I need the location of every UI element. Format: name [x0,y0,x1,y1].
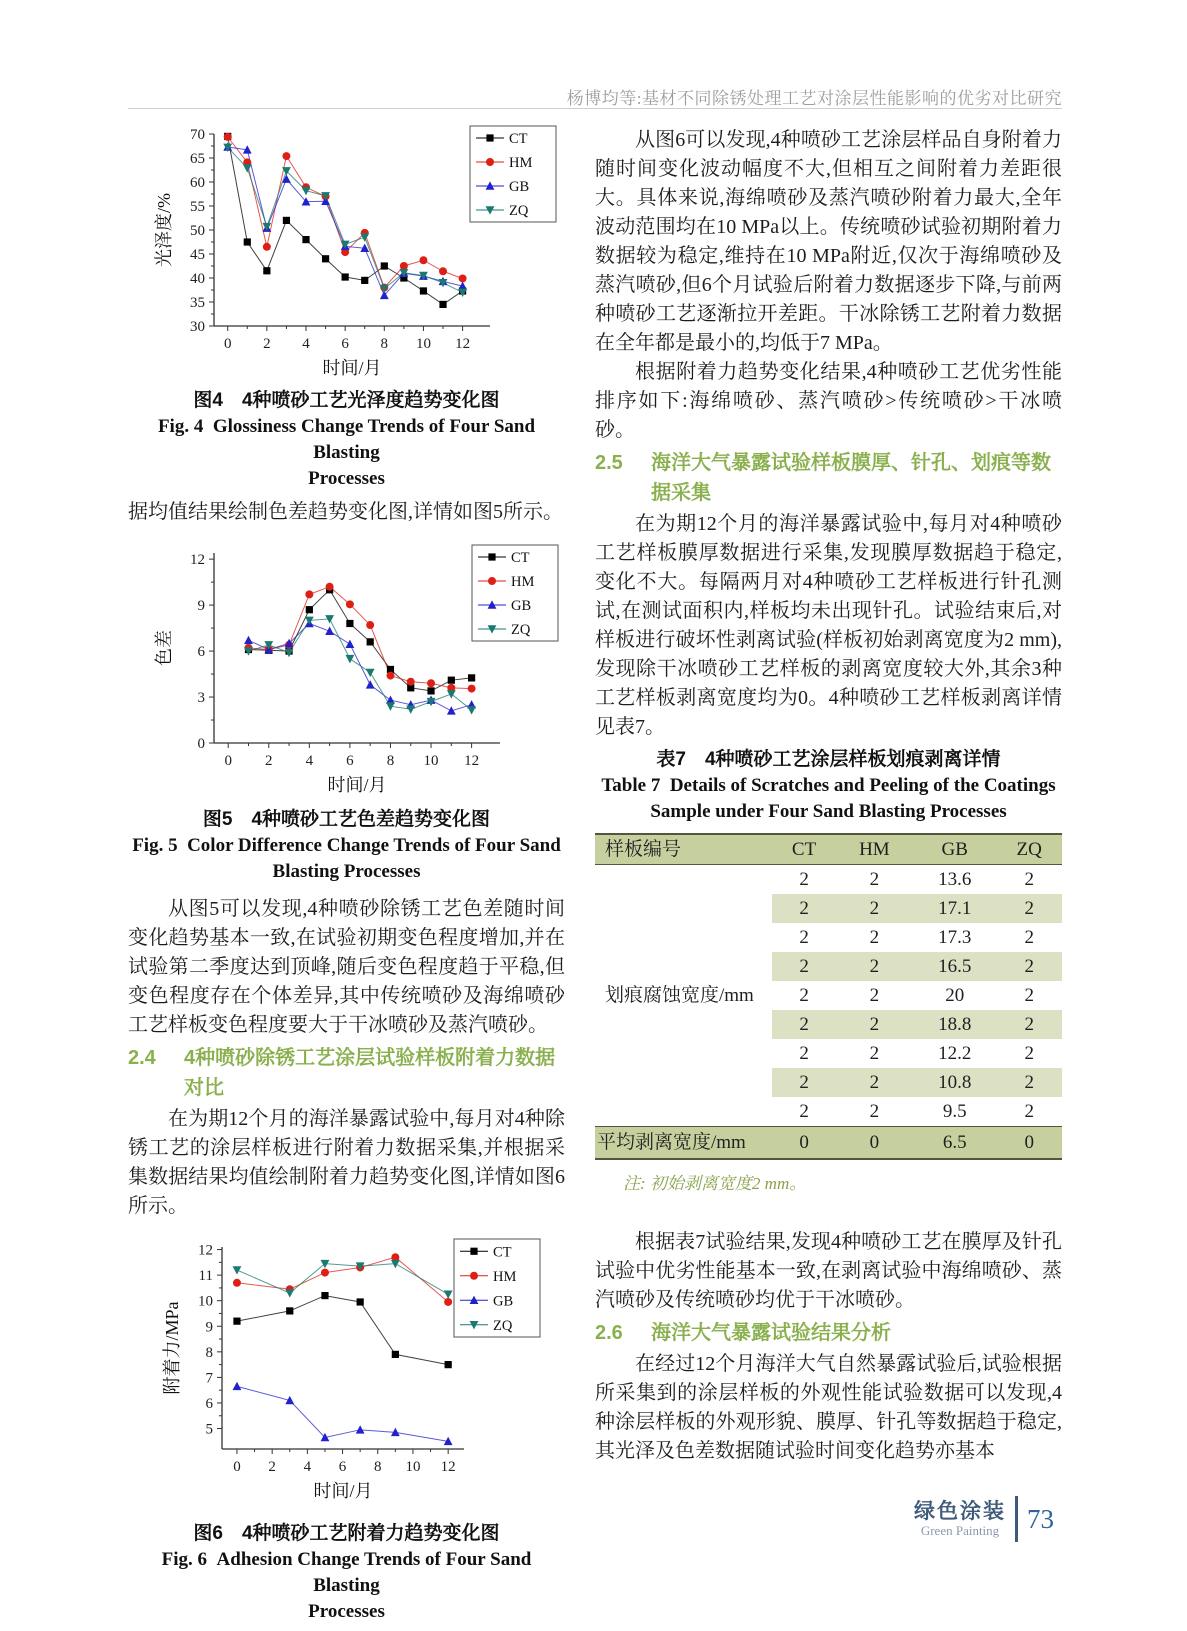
svg-text:GB: GB [509,179,530,195]
table-cell: 2 [772,1010,835,1039]
table-header-row [595,834,1062,865]
svg-text:GB: GB [493,1293,514,1310]
table-cell: 9.5 [942,1101,967,1122]
svg-text:45: 45 [190,247,205,263]
svg-text:HM: HM [493,1268,517,1285]
table-cell: 2 [1024,1101,1034,1122]
table7-caption-en-line2: Sample under Four Sand Blasting Processes [650,801,1007,822]
fig6-caption-zh: 图6 4种喷砂工艺附着力趋势变化图 [193,1523,500,1544]
paragraph-table-analysis: 根据表7试验结果,发现4种喷砂工艺在膜厚及针孔试验中优劣性能基本一致,在剥离试验中海绵喷砂、蒸汽喷砂及传统喷砂均优于干冰喷砂。 [595,1231,1062,1311]
table-cell: 2 [996,1068,1062,1097]
svg-text:40: 40 [190,271,205,287]
journal-name-zh: 绿色涂装 [914,1499,1006,1523]
svg-text:6: 6 [338,1459,347,1475]
svg-text:12: 12 [464,753,480,769]
table-cell: 20 [945,985,965,1006]
figure-6 [142,1225,565,1516]
footer-divider [1015,1496,1018,1542]
table-cell: 2 [799,1101,809,1122]
table-cell: 2 [799,869,809,890]
row-group-label: 划痕腐蚀宽度/mm [605,985,754,1006]
svg-text:ZQ: ZQ [493,1317,513,1334]
svg-text:8: 8 [374,1459,382,1475]
table-cell: 0 [1024,1132,1034,1153]
section-title: 4种喷砂除锈工艺涂层试验样板附着力数据对比 [184,1047,556,1099]
svg-text:55: 55 [190,199,205,215]
table-cell: 2 [996,1010,1062,1039]
table-header-cell: HM [859,839,890,860]
svg-text:ZQ: ZQ [511,622,531,638]
fig4-caption-en-line2: Processes [308,468,385,489]
svg-text:9: 9 [205,1319,213,1336]
svg-text:HM: HM [509,155,533,171]
table-cell: 2 [772,952,835,981]
fig5-caption-en-line2: Blasting Processes [272,861,421,882]
page-footer [914,1496,1054,1542]
svg-text:光泽度/%: 光泽度/% [154,193,174,267]
table-cell: 17.3 [938,927,972,948]
svg-text:50: 50 [190,223,205,239]
table-cell: 2 [1024,869,1034,890]
svg-text:10: 10 [415,336,431,352]
svg-text:30: 30 [190,319,205,335]
svg-text:0: 0 [233,1459,241,1475]
table-header-cell: GB [941,839,968,860]
table-cell: 0 [799,1132,809,1153]
svg-text:12: 12 [440,1459,456,1475]
table-cell: 17.1 [913,894,996,923]
summary-row-label: 平均剥离宽度/mm [597,1132,746,1153]
fig6-caption-en [128,1547,565,1625]
table-cell: 2 [869,1043,880,1064]
paragraph-2-4: 在为期12个月的海洋暴露试验中,每月对4种除锈工艺的涂层样板进行附着力数据采集,并根据采集数据结果均值绘制附着力趋势变化图,详情如图6所示。 [128,1108,565,1217]
table-cell: 2 [1024,985,1034,1006]
svg-text:35: 35 [190,295,205,311]
table-header-cell: ZQ [1016,839,1042,860]
paragraph-fig6-analysis: 从图6可以发现,4种喷砂工艺涂层样品自身附着力随时间变化波动幅度不大,但相互之间附着力差距很大。具体来说,海绵喷砂及蒸汽喷砂附着力最大,全年波动范围均在10 MPa以上。传统喷砂试验初期附着力数据较为稳定,维持在10 MPa附近,仅次于海绵喷砂及蒸汽喷砂,但6个月试验后附着力数据逐步下降,与前两种喷砂工艺逐渐拉开差距。干冰除锈工艺附着力数据在全年都是最小的,均低于7 MPa。 [595,129,1062,354]
svg-text:10: 10 [405,1459,421,1475]
table-cell: 2 [996,952,1062,981]
table7-caption-zh: 表7 4种喷砂工艺涂层样板划痕剥离详情 [656,749,1001,770]
table-cell: 12.2 [938,1043,972,1064]
svg-text:9: 9 [197,598,205,615]
svg-text:12: 12 [190,552,205,569]
table-cell: 2 [799,927,809,948]
table7-note: 注: 初始剥离宽度2 mm。 [623,1174,807,1193]
section-heading-2-4 [128,1043,565,1103]
svg-text:时间/月: 时间/月 [327,775,387,795]
table-cell: 13.6 [938,869,972,890]
paragraph-ranking: 根据附着力趋势变化结果,4种喷砂工艺优劣性能排序如下:海绵喷砂、蒸汽喷砂>传统喷砂>干冰喷砂。 [595,361,1062,441]
svg-text:12: 12 [455,336,471,352]
fig4-caption-zh: 图4 4种喷砂工艺光泽度趋势变化图 [193,390,500,411]
svg-text:11: 11 [198,1268,213,1285]
journal-name [914,1501,1006,1538]
table7-caption-en [595,773,1062,825]
paragraph-2-5: 在为期12个月的海洋暴露试验中,每月对4种喷砂工艺样板膜厚数据进行采集,发现膜厚数据趋于稳定,变化不大。每隔两月对4种喷砂工艺样板进行针孔测试,在测试面积内,样板均未出现针孔。试验结束后,对样板进行破坏性剥离试验(样板初始剥离宽度为2 mm),发现除干冰喷砂工艺样板的剥离宽度较大外,其余3种工艺样板剥离宽度均为0。4种喷砂工艺样板剥离详情见表7。 [595,513,1062,738]
table-cell: 2 [836,1068,913,1097]
svg-text:4: 4 [303,1459,312,1475]
fig6-line-chart [142,1225,572,1511]
page-number: 73 [1027,1503,1054,1534]
right-column [595,126,1062,1466]
table-cell: 2 [836,952,913,981]
svg-text:3: 3 [197,690,205,707]
table-cell: 2 [869,927,880,948]
left-column [128,118,565,1631]
svg-text:ZQ: ZQ [509,203,529,219]
svg-text:HM: HM [511,574,535,590]
table-cell: 2 [996,894,1062,923]
section-title: 海洋大气暴露试验样板膜厚、针孔、划痕等数据采集 [651,452,1051,504]
journal-name-en: Green Painting [920,1522,1000,1538]
svg-text:65: 65 [190,151,205,167]
svg-text:2: 2 [265,753,273,769]
fig5-caption-zh: 图5 4种喷砂工艺色差趋势变化图 [202,809,491,830]
svg-text:8: 8 [386,753,395,769]
svg-text:8: 8 [205,1344,213,1361]
fig4-caption-en [128,414,565,492]
svg-text:4: 4 [302,336,310,352]
table-cell: 2 [772,1068,835,1097]
table-cell: 2 [869,985,880,1006]
section-heading-2-5 [595,448,1062,508]
section-title: 海洋大气暴露试验结果分析 [651,1322,891,1344]
table-cell: 2 [836,894,913,923]
paragraph-2-6: 在经过12个月海洋大气自然暴露试验后,试验根据所采集到的涂层样板的外观性能试验数据可以发现,4种涂层样板的外观形貌、膜厚、针孔等数据趋于稳定,其光泽及色差数据随试验时间变化趋势亦基本 [595,1353,1062,1462]
svg-text:0: 0 [197,736,205,752]
svg-text:色差: 色差 [154,630,174,666]
running-head: 杨博均等:基材不同除锈处理工艺对涂层性能影响的优劣对比研究 [566,89,1062,108]
fig5-caption-en-line1: Fig. 5 Color Difference Change Trends of Four Sand [132,835,561,856]
table-row [595,865,1062,895]
svg-text:7: 7 [205,1370,213,1387]
paragraph-fig5-analysis: 从图5可以发现,4种喷砂除锈工艺色差随时间变化趋势基本一致,在试验初期变色程度增加,并在试验第二季度达到顶峰,随后变色程度趋于平稳,但变色程度存在个体差异,其中传统喷砂及海绵喷砂工艺样板变色程度要大于干冰喷砂及蒸汽喷砂。 [128,898,565,1036]
svg-text:12: 12 [198,1242,213,1259]
svg-text:CT: CT [509,131,528,147]
svg-text:GB: GB [511,598,532,614]
table-cell: 18.8 [913,1010,996,1039]
svg-text:6: 6 [341,336,349,352]
fig6-caption-en-line1: Fig. 6 Adhesion Change Trends of Four Sand Blasting [161,1549,532,1596]
svg-text:6: 6 [346,753,354,769]
table7 [595,833,1062,1160]
svg-text:附着力/MPa: 附着力/MPa [162,1301,182,1395]
svg-text:10: 10 [198,1293,213,1310]
table-cell: 2 [869,1101,880,1122]
svg-text:2: 2 [263,336,271,352]
table-cell: 6.5 [942,1132,967,1153]
table-cell: 0 [869,1132,880,1153]
table-cell: 2 [772,894,835,923]
fig4-line-chart [142,118,562,378]
svg-text:0: 0 [223,336,232,352]
table-cell: 2 [799,985,809,1006]
header-rule [128,108,1062,109]
svg-text:CT: CT [493,1244,512,1261]
table-header-cell: 样板编号 [605,839,682,860]
svg-text:8: 8 [380,336,389,352]
figure-5 [142,533,565,802]
svg-text:时间/月: 时间/月 [322,358,382,378]
svg-text:CT: CT [511,550,530,566]
svg-text:5: 5 [205,1421,213,1438]
fig5-line-chart [142,533,572,797]
svg-text:60: 60 [190,175,205,191]
table-cell: 2 [836,1010,913,1039]
table-cell: 16.5 [913,952,996,981]
fig4-caption-en-line1: Fig. 4 Glossiness Change Trends of Four Sand Blasting [157,416,536,463]
table-cell: 2 [869,869,880,890]
svg-text:时间/月: 时间/月 [313,1481,373,1501]
table-cell: 2 [799,1043,809,1064]
svg-text:4: 4 [305,753,314,769]
table-cell: 10.8 [913,1068,996,1097]
section-heading-2-6 [595,1318,1062,1348]
paragraph-after-fig4: 据均值结果绘制色差趋势变化图,详情如图5所示。 [128,501,563,523]
section-number: 2.4 [128,1047,156,1069]
fig5-caption-en [128,833,565,885]
svg-text:6: 6 [205,1395,213,1412]
table7-caption-en-line1: Table 7 Details of Scratches and Peeling of the Coatings [601,775,1056,796]
section-number: 2.6 [595,1322,623,1344]
table-header-cell: CT [791,839,817,860]
svg-text:6: 6 [197,644,205,661]
table-summary-row [595,1127,1062,1160]
svg-text:0: 0 [224,753,232,769]
table-cell: 2 [1024,927,1034,948]
fig6-caption-en-line2: Processes [308,1601,385,1622]
table-cell: 2 [1024,1043,1034,1064]
svg-text:2: 2 [268,1459,276,1475]
svg-text:70: 70 [190,127,205,143]
section-number: 2.5 [595,452,623,474]
svg-text:10: 10 [423,753,439,769]
figure-4 [142,118,565,383]
